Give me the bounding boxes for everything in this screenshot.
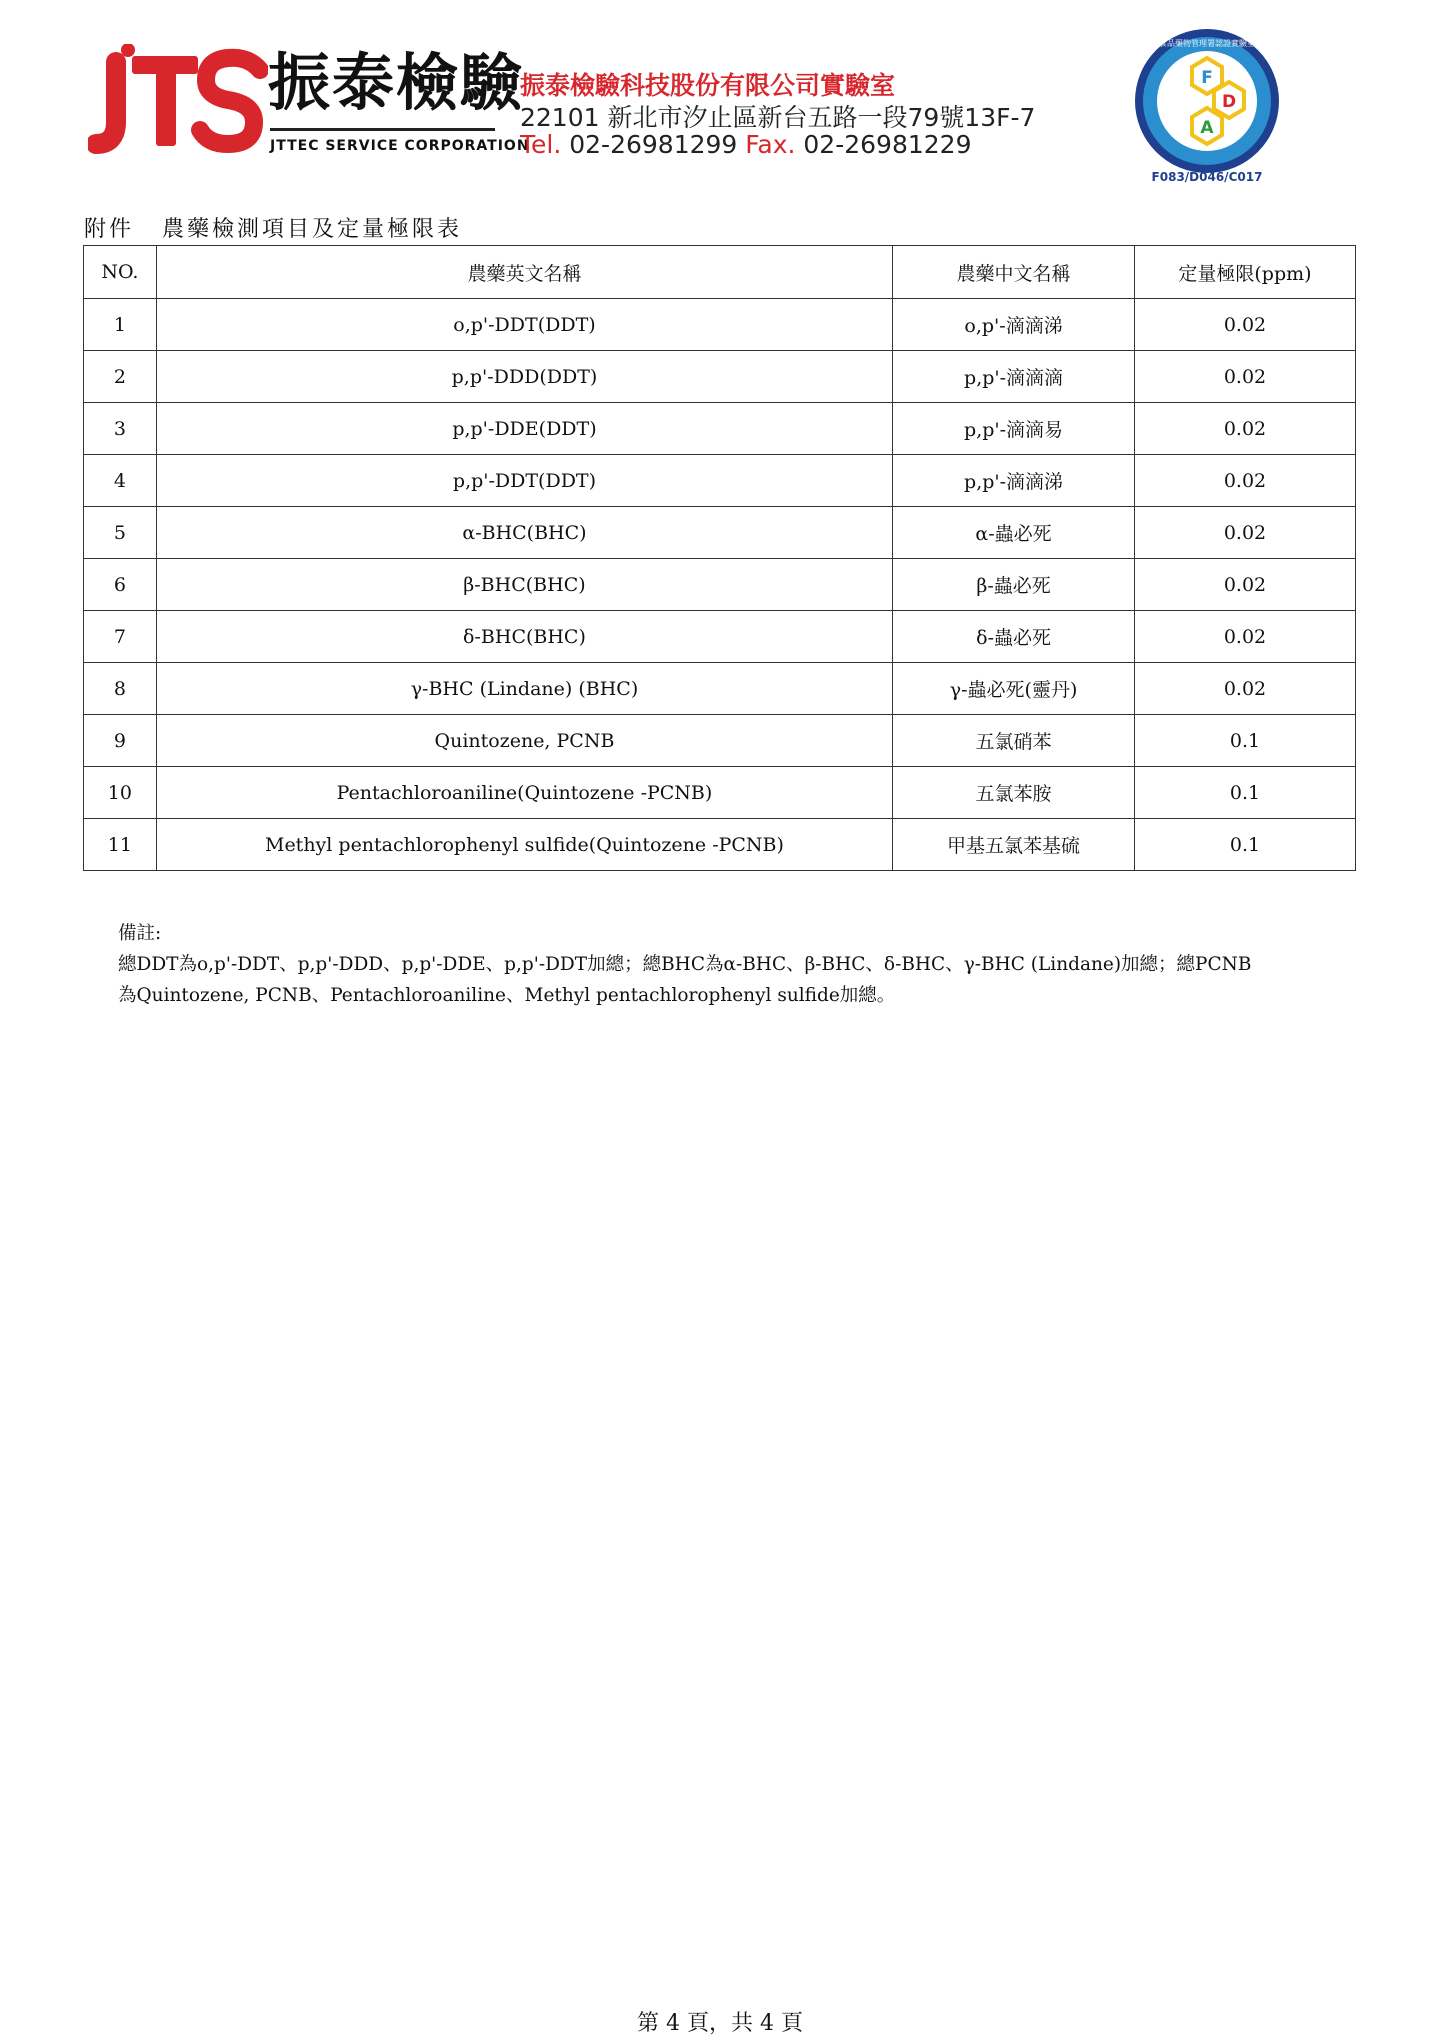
brand-divider: [270, 128, 495, 131]
cell-chinese-name: 五氯苯胺: [893, 767, 1135, 819]
cell-no: 4: [84, 455, 157, 507]
cell-limit: 0.02: [1134, 455, 1355, 507]
col-header-limit: 定量極限(ppm): [1134, 246, 1355, 299]
table-row: [84, 715, 1356, 767]
brand-english-name: JTTEC SERVICE CORPORATION: [270, 138, 530, 154]
fda-certification-seal-icon: [1132, 26, 1282, 176]
col-header-chinese-name: 農藥中文名稱: [893, 246, 1135, 299]
cell-chinese-name: p,p'-滴滴涕: [893, 455, 1135, 507]
cell-english-name: p,p'-DDE(DDT): [156, 403, 892, 455]
company-name: 振泰檢驗科技股份有限公司實驗室: [520, 71, 896, 100]
remarks-line-1: 總DDT為o,p'-DDT、p,p'-DDD、p,p'-DDE、p,p'-DDT加總；總BHC為α-BHC、β-BHC、δ-BHC、γ-BHC (Lindane)加總；總PCNB: [118, 954, 1252, 975]
cell-english-name: Quintozene, PCNB: [156, 715, 892, 767]
table-row: [84, 663, 1356, 715]
cell-no: 9: [84, 715, 157, 767]
cell-chinese-name: o,p'-滴滴涕: [893, 299, 1135, 351]
table-row: [84, 507, 1356, 559]
cell-english-name: p,p'-DDT(DDT): [156, 455, 892, 507]
cell-chinese-name: 甲基五氯苯基硫: [893, 819, 1135, 871]
cell-no: 6: [84, 559, 157, 611]
col-header-english-name: 農藥英文名稱: [156, 246, 892, 299]
cell-limit: 0.02: [1134, 559, 1355, 611]
cell-english-name: δ-BHC(BHC): [156, 611, 892, 663]
jts-logo-icon: [88, 44, 268, 154]
title-prefix: 附件: [84, 217, 135, 242]
cell-no: 10: [84, 767, 157, 819]
cell-english-name: Pentachloroaniline(Quintozene -PCNB): [156, 767, 892, 819]
tel-label: Tel.: [520, 130, 562, 159]
title-text: 農藥檢測項目及定量極限表: [162, 217, 463, 242]
table-header-row: [84, 246, 1356, 299]
table-row: [84, 455, 1356, 507]
table-row: [84, 767, 1356, 819]
cell-limit: 0.1: [1134, 767, 1355, 819]
cell-limit: 0.1: [1134, 819, 1355, 871]
cell-english-name: α-BHC(BHC): [156, 507, 892, 559]
cell-english-name: o,p'-DDT(DDT): [156, 299, 892, 351]
fax-label: Fax.: [745, 130, 796, 159]
col-header-no: NO.: [84, 246, 157, 299]
company-contact: [520, 130, 972, 159]
table-row: [84, 351, 1356, 403]
cell-limit: 0.02: [1134, 299, 1355, 351]
cell-chinese-name: 五氯硝苯: [893, 715, 1135, 767]
cell-limit: 0.02: [1134, 507, 1355, 559]
cell-english-name: p,p'-DDD(DDT): [156, 351, 892, 403]
table-row: [84, 299, 1356, 351]
cell-limit: 0.02: [1134, 351, 1355, 403]
cell-chinese-name: p,p'-滴滴易: [893, 403, 1135, 455]
cell-limit: 0.02: [1134, 663, 1355, 715]
letterhead: [0, 0, 1440, 200]
cell-english-name: Methyl pentachlorophenyl sulfide(Quintozene -PCNB): [156, 819, 892, 871]
remarks-line-2: 為Quintozene, PCNB、Pentachloroaniline、Methyl pentachlorophenyl sulfide加總。: [118, 985, 896, 1006]
seal-ring-text: 食品藥物管理署認證實驗室: [1159, 39, 1255, 48]
remarks-label: 備註:: [118, 923, 162, 944]
cell-no: 11: [84, 819, 157, 871]
cell-chinese-name: γ-蟲必死(靈丹): [893, 663, 1135, 715]
cell-no: 8: [84, 663, 157, 715]
tel-value: 02-26981299: [569, 130, 738, 159]
cell-chinese-name: δ-蟲必死: [893, 611, 1135, 663]
seal-letter-f: F: [1201, 68, 1213, 88]
seal-letter-a: A: [1200, 118, 1214, 138]
company-address: 22101 新北市汐止區新台五路一段79號13F-7: [520, 103, 1036, 132]
remarks-section: [118, 918, 1251, 1011]
cell-no: 1: [84, 299, 157, 351]
document-title: [84, 212, 462, 243]
cell-no: 2: [84, 351, 157, 403]
pesticide-limits-table: [83, 245, 1356, 871]
certification-code: F083/D046/C017: [1151, 170, 1263, 184]
table-row: [84, 611, 1356, 663]
cell-chinese-name: p,p'-滴滴滴: [893, 351, 1135, 403]
page-number: 第 4 頁，共 4 頁: [637, 2011, 803, 2036]
cell-no: 3: [84, 403, 157, 455]
table-row: [84, 819, 1356, 871]
brand-chinese-name: 振泰檢驗: [268, 46, 525, 119]
cell-chinese-name: β-蟲必死: [893, 559, 1135, 611]
cell-english-name: β-BHC(BHC): [156, 559, 892, 611]
cell-chinese-name: α-蟲必死: [893, 507, 1135, 559]
cell-limit: 0.02: [1134, 403, 1355, 455]
fax-value: 02-26981229: [803, 130, 972, 159]
table-row: [84, 559, 1356, 611]
table-row: [84, 403, 1356, 455]
cell-limit: 0.1: [1134, 715, 1355, 767]
seal-letter-d: D: [1221, 92, 1237, 112]
cell-english-name: γ-BHC (Lindane) (BHC): [156, 663, 892, 715]
cell-no: 5: [84, 507, 157, 559]
cell-limit: 0.02: [1134, 611, 1355, 663]
cell-no: 7: [84, 611, 157, 663]
